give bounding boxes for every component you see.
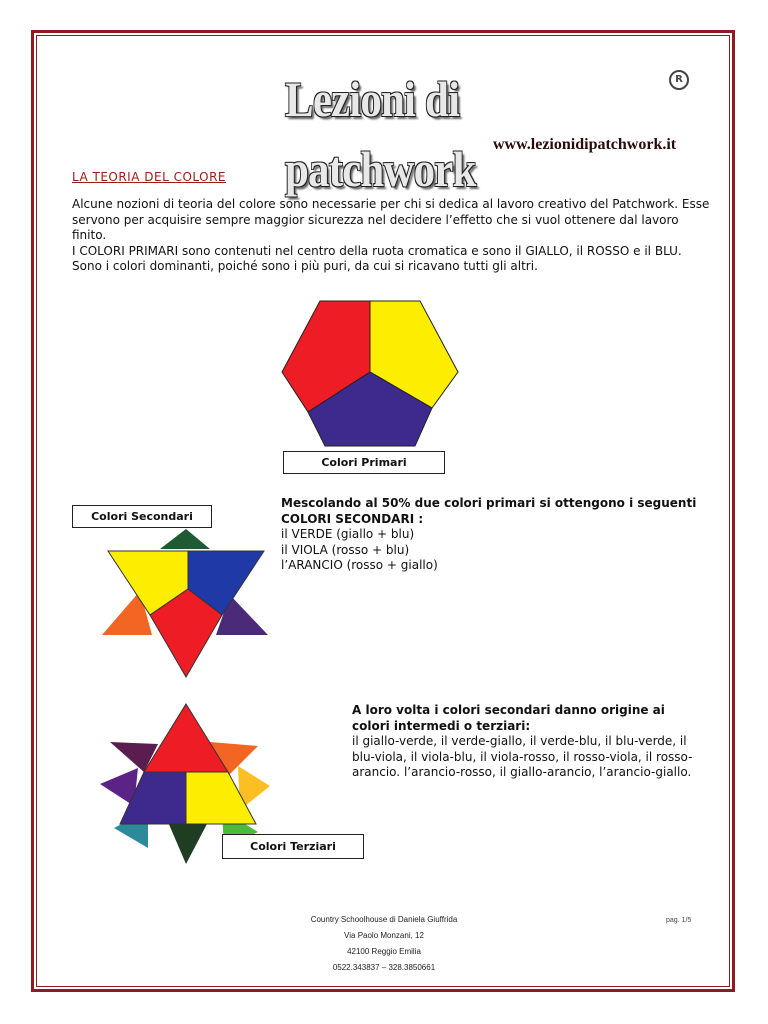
- intro-text: [72, 197, 712, 275]
- tertiary-colors-body: il giallo-verde, il verde-giallo, il verde-blu, il blu-verde, il blu-viola, il viola-blu, il viola-rosso, il rosso-viola, il rosso-arancio. l’arancio-rosso, il giallo-arancio, l’arancio-giallo.: [352, 734, 693, 779]
- secondary-violet-line: il VIOLA (rosso + blu): [281, 542, 410, 557]
- footer: [234, 912, 534, 976]
- logo-url: www.lezionidipatchwork.it: [493, 136, 677, 153]
- registered-mark-icon: R: [669, 70, 689, 90]
- logo: [285, 64, 705, 197]
- secondary-colors-lead: Mescolando al 50% due colori primari si ottengono i seguenti COLORI SECONDARI :: [281, 496, 697, 526]
- secondary-green-point: [160, 529, 210, 549]
- footer-line-3: 42100 Reggio Emilia: [347, 947, 421, 956]
- logo-title: Lezioni di patchwork: [285, 71, 476, 197]
- footer-line-1: Country Schoolhouse di Daniela Giuffrida: [310, 915, 458, 924]
- label-colori-primari: Colori Primari: [283, 451, 445, 474]
- tertiary-colors-text: [352, 703, 702, 781]
- section-heading: LA TEORIA DEL COLORE: [72, 170, 227, 184]
- tertiary-inner-red: [144, 704, 228, 772]
- footer-line-2: Via Paolo Monzani, 12: [344, 931, 424, 940]
- primary-colors-hexagon-figure: [280, 300, 460, 448]
- page-number: pag. 1/5: [666, 917, 692, 924]
- label-colori-secondari: Colori Secondari: [72, 505, 212, 528]
- tertiary-colors-lead: A loro volta i colori secondari danno origine ai colori intermedi o terziari:: [352, 703, 665, 733]
- secondary-green-line: il VERDE (giallo + blu): [281, 527, 415, 541]
- secondary-colors-text: [281, 496, 701, 574]
- footer-line-4: 0522.343837 – 328.3850661: [332, 963, 436, 972]
- tertiary-outer-point-7: [168, 822, 208, 864]
- intro-paragraph-2: I COLORI PRIMARI sono contenuti nel centro della ruota cromatica e sono il GIALLO, il ROSSO e il BLU. Sono i colori dominanti, poiché sono i più puri, da cui si ricavano tutti gli altri.: [72, 243, 682, 273]
- secondary-colors-star-figure: [100, 527, 270, 679]
- secondary-orange-line: l’ARANCIO (rosso + giallo): [281, 558, 438, 572]
- intro-paragraph-1: Alcune nozioni di teoria del colore sono necessarie per chi si dedica al lavoro creativo del Patchwork. Esse servono per acquisire sempre maggior sicurezza nel decidere l’effetto che si vuol ottenere dal lavoro finito.: [72, 197, 710, 242]
- label-colori-terziari: Colori Terziari: [222, 834, 364, 859]
